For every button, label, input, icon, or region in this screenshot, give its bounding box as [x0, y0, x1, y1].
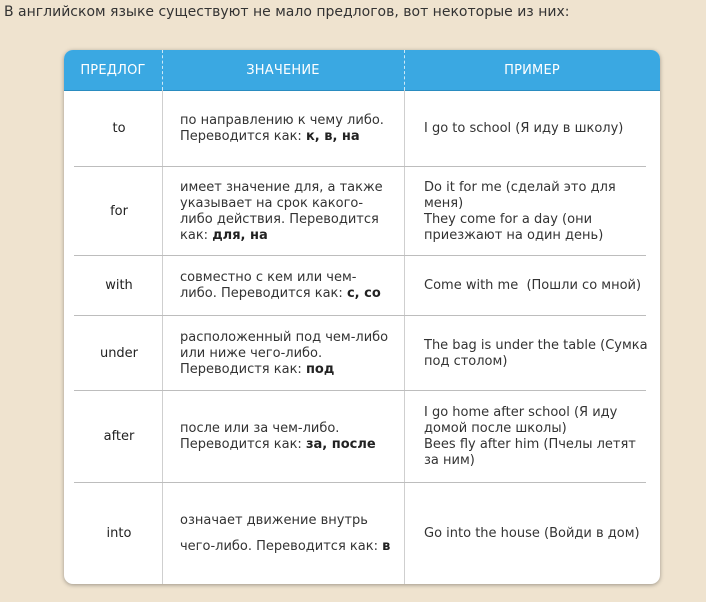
intro-text: В английском языке существуют не мало предлогов, вот некоторые из них: — [4, 4, 570, 20]
example-cell: The bag is under the table (Сумка под столом) — [424, 337, 648, 369]
meaning-cell: означает движение внутрь чего-либо. Переводится как: в — [180, 512, 391, 554]
prepositions-table — [64, 50, 660, 584]
table-row — [64, 316, 660, 391]
example-cell: I go home after school (Я иду домой после школы) Bees fly after him (Пчелы летят за ним) — [424, 405, 636, 468]
table-row — [64, 391, 660, 483]
example-cell: I go to school (Я иду в школу) — [424, 120, 624, 136]
header-divider — [404, 50, 405, 90]
translation-bold: за, после — [305, 437, 376, 452]
example-cell: Go into the house (Войди в дом) — [424, 525, 640, 541]
table-row — [64, 256, 660, 316]
meaning-cell: расположенный под чем-либо или ниже чего-либо. Переводистя как: под — [180, 329, 389, 377]
meaning-cell: после или за чем-либо. Переводится как: за, после — [180, 421, 376, 452]
preposition-cell: into — [106, 525, 132, 541]
translation-bold: с, со — [346, 286, 381, 301]
meaning-cell: по направлению к чему либо. Переводится как: к, в, на — [180, 112, 384, 144]
translation-bold: под — [305, 361, 335, 377]
example-cell: Do it for me (сделай это для меня) They come for a day (они приезжают на один день) — [424, 179, 616, 243]
preposition-cell: under — [99, 345, 139, 361]
preposition-cell: after — [103, 429, 135, 444]
meaning-cell: имеет значение для, а также указывает на срок какого-либо действия. Переводится как: для, на — [180, 179, 383, 243]
table-row — [64, 167, 660, 256]
header-preposition: ПРЕДЛОГ — [80, 63, 146, 78]
header-meaning: ЗНАЧЕНИЕ — [246, 63, 320, 78]
header-divider — [162, 50, 163, 90]
preposition-cell: with — [105, 278, 133, 293]
table-row — [64, 483, 660, 584]
table-header — [64, 50, 660, 91]
translation-bold: к, в, на — [305, 128, 360, 144]
preposition-cell: to — [112, 120, 126, 136]
translation-bold: для, на — [212, 227, 268, 243]
header-example: ПРИМЕР — [504, 63, 560, 78]
table-row — [64, 90, 660, 167]
preposition-cell: for — [110, 203, 128, 219]
example-cell: Come with me (Пошли со мной) — [424, 278, 642, 293]
translation-bold: в — [382, 538, 391, 554]
meaning-cell: совместно с кем или чем-либо. Переводится как: с, со — [180, 270, 381, 301]
